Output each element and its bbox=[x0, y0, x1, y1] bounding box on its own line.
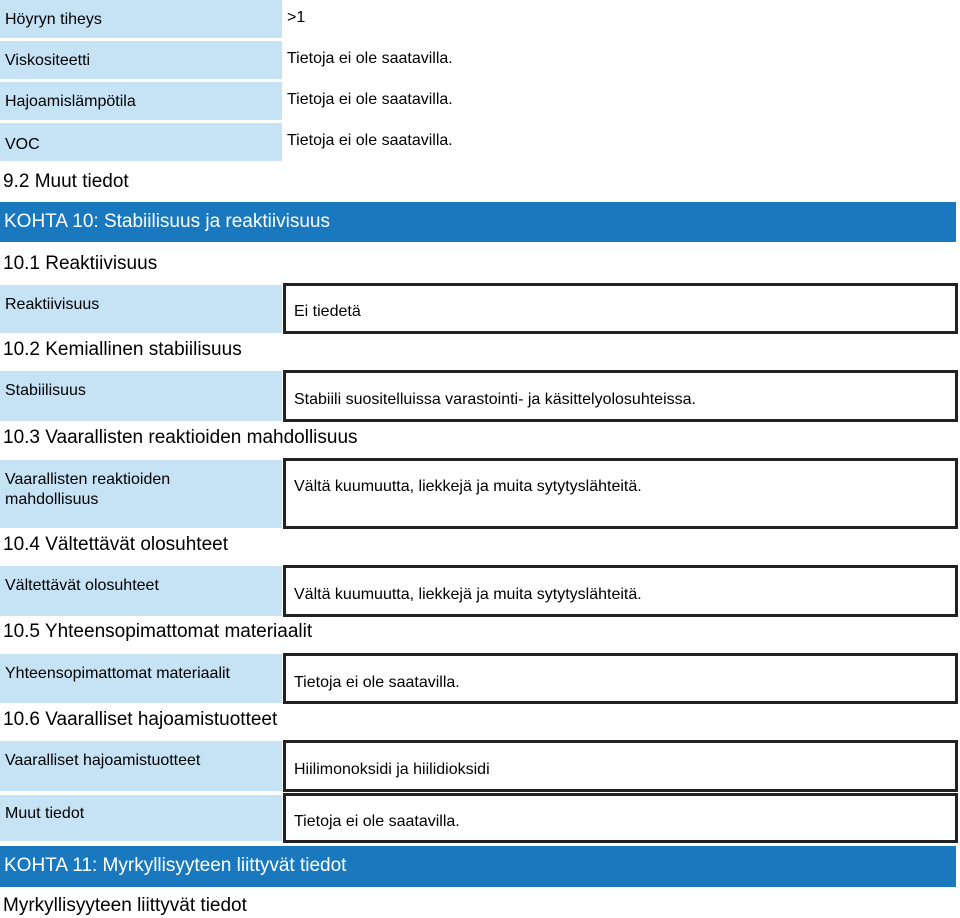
section-title-10-5: 10.5 Yhteensopimattomat materiaalit bbox=[3, 621, 313, 642]
prop-label-voc bbox=[0, 123, 282, 161]
value-text: Ei tiedetä bbox=[294, 303, 361, 320]
label-text: Stabiilisuus bbox=[5, 382, 86, 399]
section-title-9-2: 9.2 Muut tiedot bbox=[3, 171, 129, 192]
prop-value-decomposition-temp bbox=[287, 90, 453, 110]
section-title-10-4: 10.4 Vältettävät olosuhteet bbox=[3, 534, 228, 555]
value-text: Vältä kuumuutta, liekkejä ja muita sytytyslähteitä. bbox=[294, 586, 642, 603]
label-hazardous-reactions bbox=[0, 460, 282, 528]
section-title-11-subheading: Myrkyllisyyteen liittyvät tiedot bbox=[3, 895, 247, 916]
prop-label-text: VOC bbox=[5, 136, 40, 153]
label-text: Reaktiivisuus bbox=[5, 296, 100, 313]
label-text: Vältettävät olosuhteet bbox=[5, 577, 159, 594]
value-incompatible-materials bbox=[283, 653, 958, 704]
value-conditions-to-avoid bbox=[283, 565, 958, 617]
value-other-info bbox=[283, 793, 958, 843]
label-line: Vaarallisten reaktioiden bbox=[5, 471, 171, 488]
prop-value-text: Tietoja ei ole saatavilla. bbox=[287, 50, 453, 67]
section-title-10-6: 10.6 Vaaralliset hajoamistuotteet bbox=[3, 709, 278, 730]
prop-label-text: Viskositeetti bbox=[5, 52, 91, 69]
label-text: Vaaralliset hajoamistuotteet bbox=[5, 752, 201, 769]
prop-value-text: >1 bbox=[287, 9, 306, 26]
section-title-10-2: 10.2 Kemiallinen stabiilisuus bbox=[3, 339, 242, 360]
label-incompatible-materials bbox=[0, 654, 282, 703]
prop-value-voc bbox=[287, 131, 453, 151]
section-header-text: KOHTA 11: Myrkyllisyyteen liittyvät tiedot bbox=[4, 855, 347, 876]
prop-label-viscosity bbox=[0, 41, 282, 79]
prop-value-text: Tietoja ei ole saatavilla. bbox=[287, 132, 453, 149]
section-header-text: KOHTA 10: Stabiilisuus ja reaktiivisuus bbox=[4, 211, 330, 232]
prop-label-text: Höyryn tiheys bbox=[5, 11, 102, 28]
value-text: Tietoja ei ole saatavilla. bbox=[294, 674, 460, 691]
value-decomposition-products bbox=[283, 740, 958, 792]
label-text: Yhteensopimattomat materiaalit bbox=[5, 665, 230, 682]
section-title-10-3: 10.3 Vaarallisten reaktioiden mahdollisuus bbox=[3, 427, 358, 448]
prop-value-viscosity bbox=[287, 49, 453, 69]
value-text: Vältä kuumuutta, liekkejä ja muita sytytyslähteitä. bbox=[294, 478, 642, 495]
label-other-info bbox=[0, 795, 282, 841]
label-decomposition-products bbox=[0, 741, 282, 791]
value-reactivity bbox=[283, 283, 958, 334]
value-stability bbox=[283, 370, 958, 422]
label-reactivity bbox=[0, 285, 282, 333]
section-header-10 bbox=[0, 202, 956, 242]
label-line: mahdollisuus bbox=[5, 491, 99, 508]
prop-label-text: Hajoamislämpötila bbox=[5, 93, 136, 110]
value-text: Tietoja ei ole saatavilla. bbox=[294, 813, 460, 830]
value-text: Hiilimonoksidi ja hiilidioksidi bbox=[294, 761, 490, 778]
section-title-10-1: 10.1 Reaktiivisuus bbox=[3, 253, 158, 274]
value-text: Stabiili suositelluissa varastointi- ja käsittelyolosuhteissa. bbox=[294, 391, 696, 408]
value-hazardous-reactions bbox=[283, 458, 958, 529]
label-conditions-to-avoid bbox=[0, 566, 282, 616]
label-text: Muut tiedot bbox=[5, 805, 85, 822]
label-stability bbox=[0, 371, 282, 421]
prop-label-vapour-density bbox=[0, 0, 282, 38]
prop-value-vapour-density bbox=[287, 8, 305, 28]
prop-label-decomposition-temp bbox=[0, 82, 282, 120]
section-header-11 bbox=[0, 846, 956, 887]
prop-value-text: Tietoja ei ole saatavilla. bbox=[287, 91, 453, 108]
